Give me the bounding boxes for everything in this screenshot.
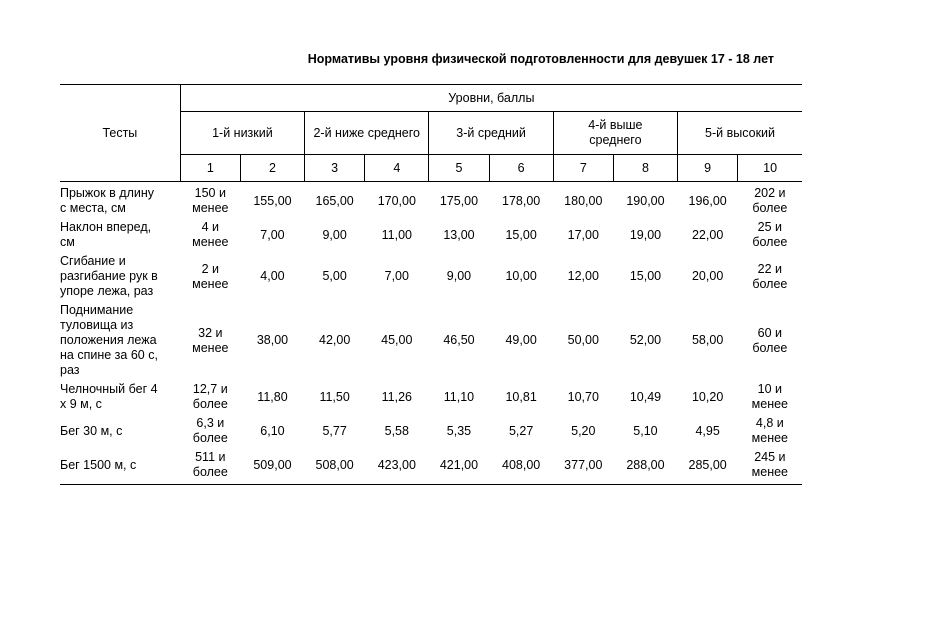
score-cell: 511 и более [180,446,240,485]
score-cell: 46,50 [443,333,475,347]
score-cell: 15,00 [629,269,662,283]
score-cell: 32 и менее [192,325,229,355]
score-cell: 13,00 [443,227,475,242]
header-number-3: 3 [305,155,365,182]
header-levels: Уровни, баллы [180,85,802,112]
score-cell: 4,8 и менее [751,416,789,445]
score-cell: 22 и более [752,261,788,291]
score-cell: 509,00 [240,446,304,485]
score-cell: 7,00 [260,227,285,242]
score-cell: 285,00 [678,446,738,485]
header-number-7: 7 [553,155,613,182]
header-number-8: 8 [613,155,677,182]
table-body [60,182,802,485]
score-cell: 196,00 [688,193,727,208]
header-level-2: 2-й ниже среднего [305,112,429,155]
score-cell: 5,35 [446,423,472,438]
score-cell: 2 и менее [192,261,229,291]
score-cell: 408,00 [489,446,553,485]
test-name-cell: Наклон вперед, см [60,220,152,249]
score-cell: 377,00 [553,446,613,485]
score-cell: 155,00 [253,193,292,208]
score-cell: 9,00 [322,227,347,242]
header-level-4: 4-й выше среднего [553,112,677,155]
header-number-9: 9 [678,155,738,182]
header-number-2: 2 [240,155,304,182]
score-cell: 5,20 [571,423,596,438]
header-tests: Тесты [60,85,180,182]
score-cell: 4 и менее [192,220,229,249]
score-cell: 245 и менее [738,446,802,485]
test-name-cell: Бег 30 м, с [60,423,123,438]
score-cell: 180,00 [564,193,603,208]
header-number-1: 1 [180,155,240,182]
score-cell: 175,00 [439,193,479,208]
header-number-6: 6 [489,155,553,182]
norms-table [60,84,802,485]
header-number-4: 4 [365,155,429,182]
score-cell: 11,26 [381,389,412,404]
score-cell: 165,00 [315,193,354,208]
score-cell: 5,77 [322,423,347,438]
score-cell: 6,10 [260,423,285,438]
score-cell: 15,00 [505,227,537,242]
score-cell: 17,00 [567,227,599,242]
score-cell: 4,95 [695,423,720,438]
test-name-cell: Сгибание и разгибание рук в упоре лежа, раз [60,254,158,298]
score-cell: 10,00 [505,269,537,283]
score-cell: 10,70 [567,389,599,404]
score-cell: 49,00 [505,333,537,347]
score-cell: 190,00 [626,193,665,208]
score-cell: 7,00 [384,269,409,283]
table-row [60,216,802,250]
score-cell: 38,00 [256,333,289,347]
test-name-cell: Бег 1500 м, с [60,446,180,485]
score-cell: 423,00 [365,446,429,485]
score-cell: 11,00 [381,227,412,242]
score-cell: 5,58 [384,423,409,438]
score-cell: 22,00 [691,227,724,242]
table-row [60,250,802,299]
score-cell: 20,00 [691,269,724,283]
table-row [60,378,802,412]
header-level-5: 5-й высокий [678,112,802,155]
score-cell: 4,00 [260,269,285,283]
score-cell: 5,10 [633,423,658,438]
score-cell: 42,00 [319,333,351,347]
score-cell: 10,81 [505,389,537,404]
score-cell: 288,00 [613,446,677,485]
score-cell: 10,20 [691,389,724,404]
score-cell: 178,00 [502,193,541,208]
score-cell: 52,00 [629,333,662,347]
score-cell: 11,10 [443,389,475,404]
score-cell: 170,00 [377,193,416,208]
score-cell: 11,50 [319,389,350,404]
header-number-5: 5 [429,155,489,182]
score-cell: 11,80 [257,389,288,404]
score-cell: 25 и более [752,220,788,249]
test-name-cell: Прыжок в длину с места, см [60,186,155,215]
table-row [60,299,802,378]
score-cell: 6,3 и более [192,416,228,445]
score-cell: 5,27 [508,423,534,438]
table-row [60,446,802,485]
header-level-1: 1-й низкий [180,112,304,155]
header-level-3: 3-й средний [429,112,553,155]
header-number-10: 10 [738,155,802,182]
table-row [60,412,802,446]
score-cell: 45,00 [381,333,413,347]
test-name-cell: Поднимание туловища из положения лежа на спине за 60 с, раз [60,303,158,377]
document-title: Нормативы уровня физической подготовленности для девушек 17 - 18 лет [307,52,774,66]
score-cell: 202 и более [752,186,788,215]
score-cell: 58,00 [691,333,724,347]
score-cell: 421,00 [429,446,489,485]
score-cell: 150 и менее [192,186,229,215]
score-cell: 60 и более [752,325,788,355]
score-cell: 12,00 [567,269,599,283]
score-cell: 5,00 [322,269,347,283]
score-cell: 19,00 [629,227,662,242]
score-cell: 508,00 [305,446,365,485]
score-cell: 10 и менее [751,382,789,411]
score-cell: 12,7 и более [192,382,228,411]
table-row [60,182,802,217]
score-cell: 9,00 [446,269,472,283]
score-cell: 50,00 [567,333,599,347]
test-name-cell: Челночный бег 4 х 9 м, с [60,382,158,411]
score-cell: 10,49 [629,389,662,404]
